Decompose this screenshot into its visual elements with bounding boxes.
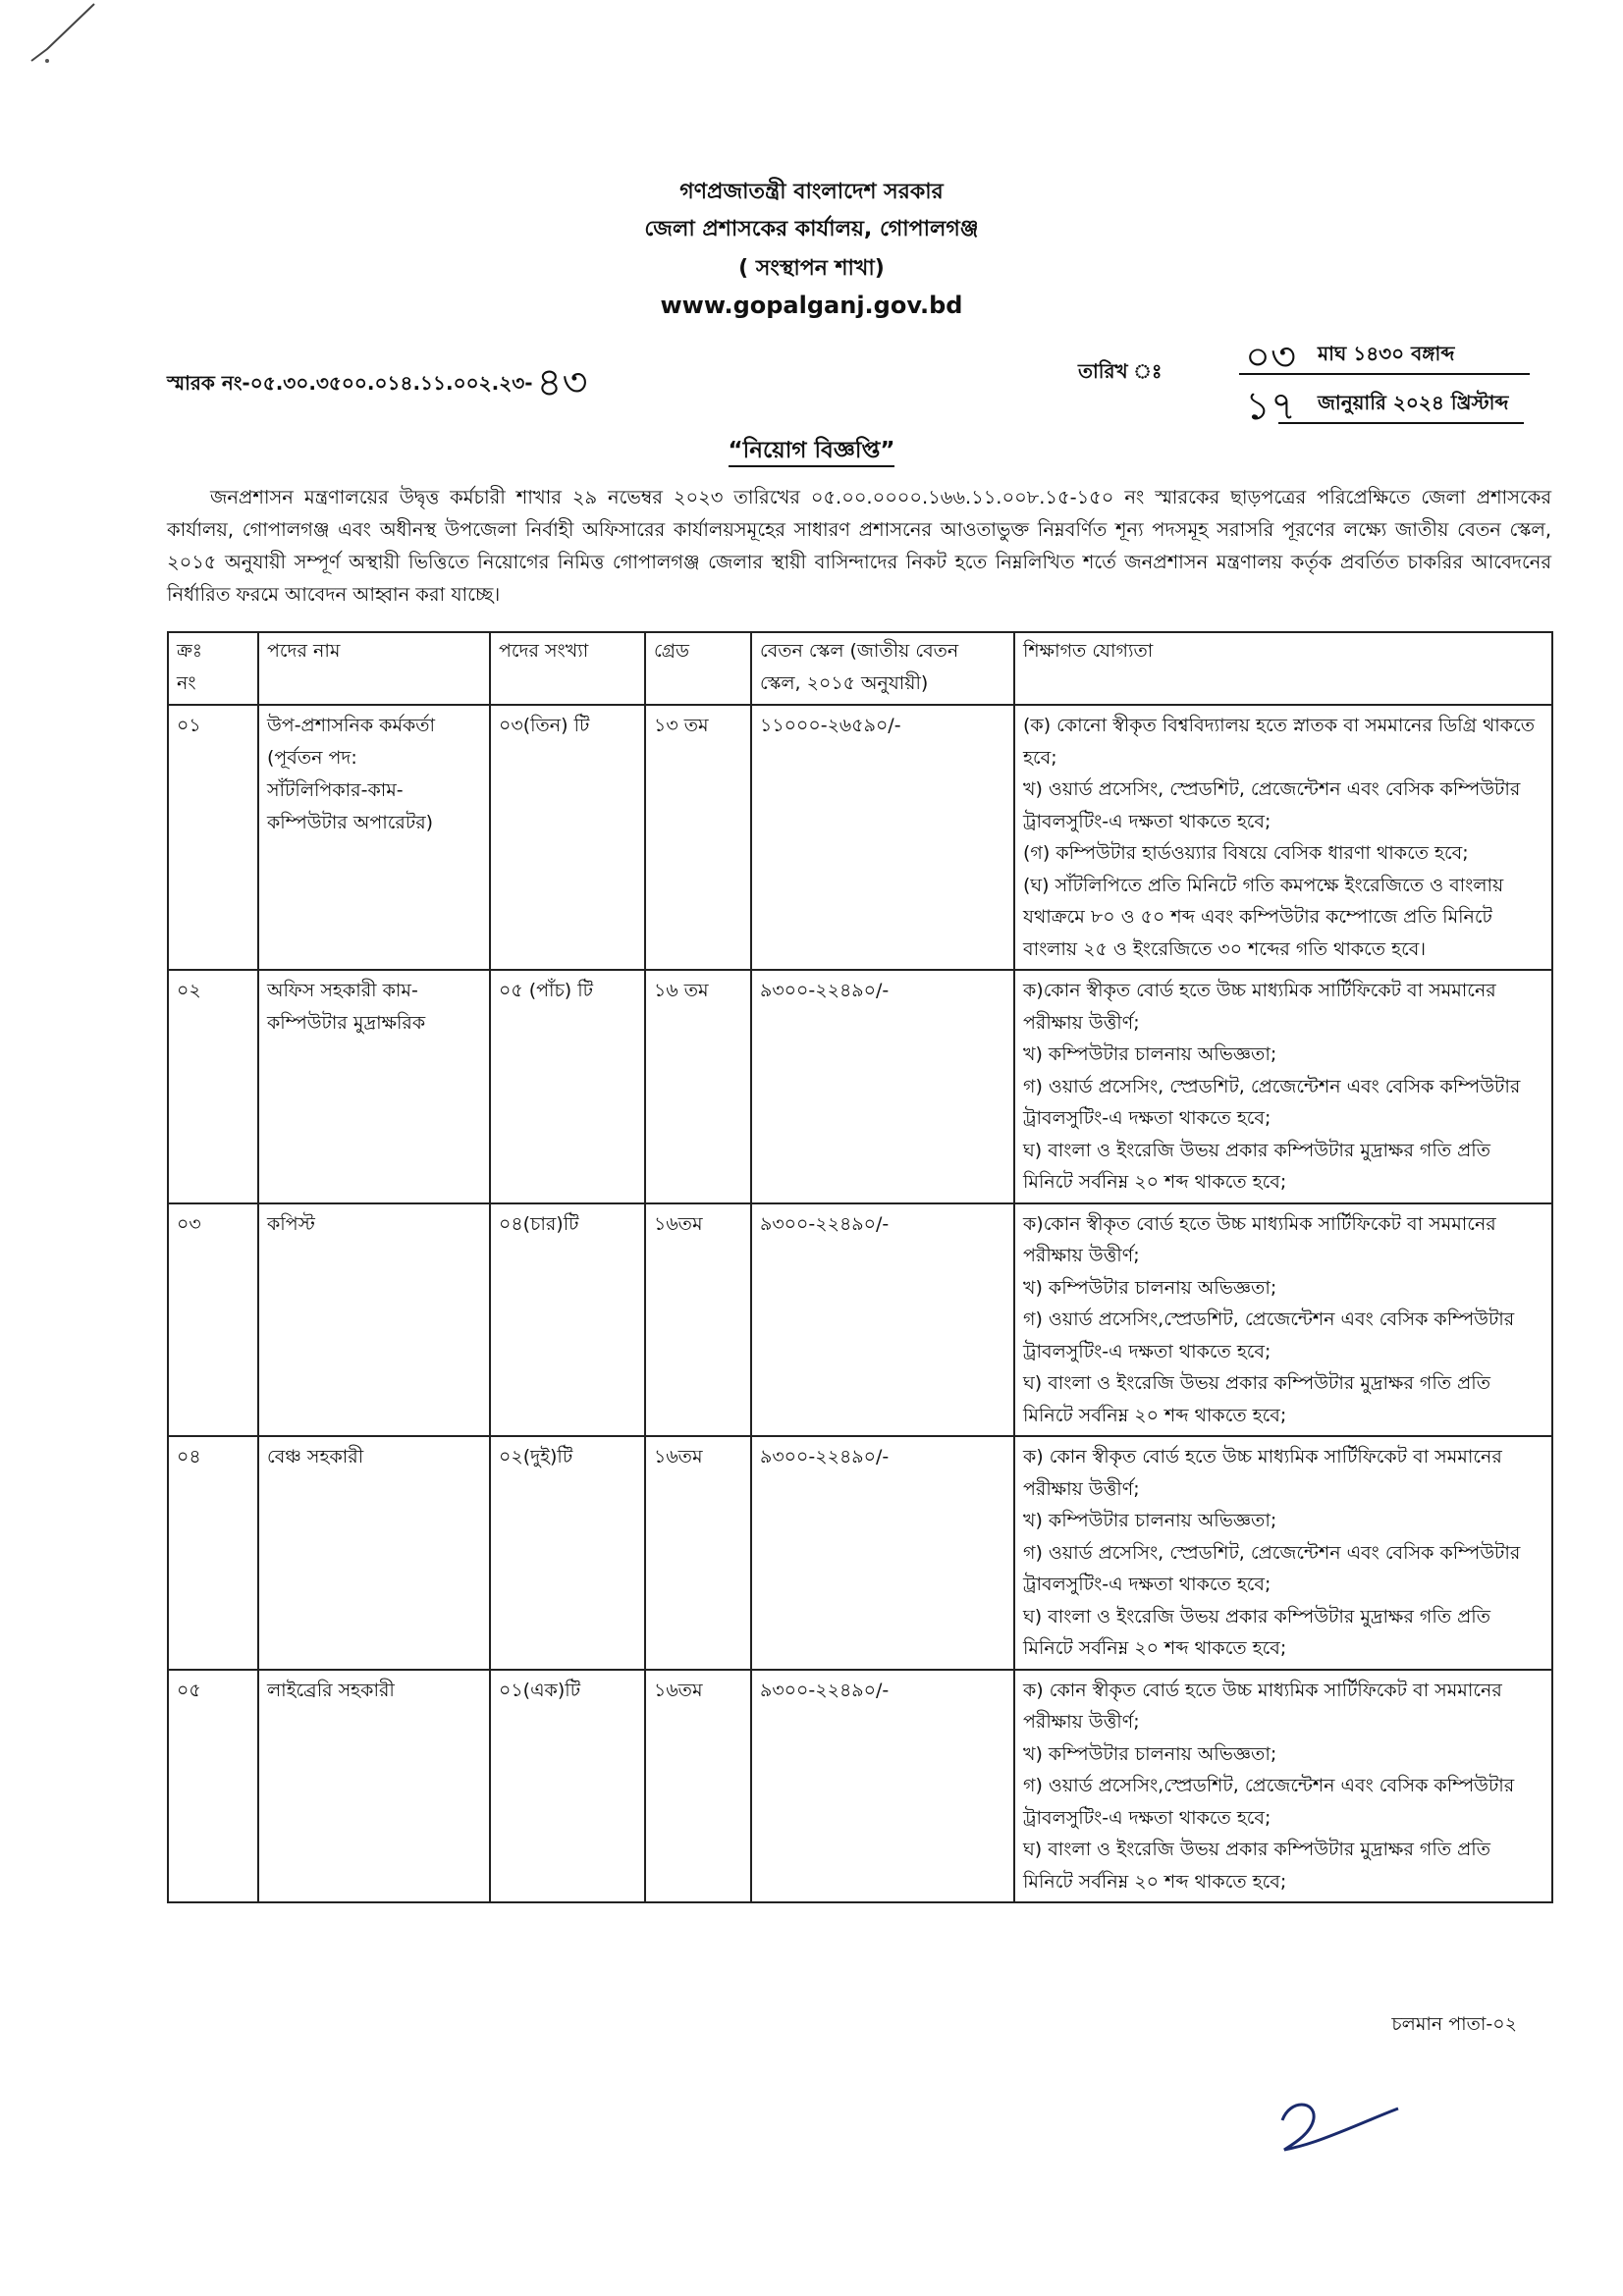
memo-handwritten-number: ৪৩ <box>536 360 588 405</box>
qualification-item: (ক) কোনো স্বীকৃত বিশ্ববিদ্যালয় হতে স্নাতক বা সমমানের ডিগ্রি থাকতে হবে; <box>1023 715 1535 769</box>
table-row <box>168 1203 1552 1437</box>
cell-post-name <box>258 1436 490 1670</box>
cell-qualification <box>1014 705 1552 970</box>
cell-serial: ০২ <box>168 970 258 1203</box>
cell-serial: ০৫ <box>168 1670 258 1903</box>
qualification-item: খ) কম্পিউটার চালনায় অভিজ্ঞতা; <box>1023 1043 1277 1065</box>
cell-serial: ০৪ <box>168 1436 258 1670</box>
header-grade: গ্রেড <box>645 632 751 705</box>
table-row <box>168 705 1552 970</box>
memo-number <box>167 351 588 417</box>
header-pay-scale: বেতন স্কেল (জাতীয় বেতন স্কেল, ২০১৫ অনুযায়ী) <box>751 632 1014 705</box>
post-name-line: সাঁটলিপিকার-কাম- <box>267 779 404 801</box>
cell-qualification <box>1014 1670 1552 1903</box>
section-name: ( সংস্থাপন শাখা) <box>738 256 885 281</box>
notice-title-text: “নিয়োগ বিজ্ঞপ্তি” <box>729 438 895 467</box>
qualification-item: গ) ওয়ার্ড প্রসেসিং,স্প্রেডশিট, প্রেজেন্টেশন এবং বেসিক কম্পিউটার ট্রাবলসুটিং-এ দক্ষতা থাকতে হবে; <box>1023 1308 1515 1362</box>
website-link[interactable]: www.gopalganj.gov.bd <box>660 292 963 319</box>
date-label: তারিখ ঃ <box>1078 359 1163 383</box>
post-name-line: কম্পিউটার অপারেটর) <box>267 812 434 833</box>
post-name-line: উপ-প্রশাসনিক কর্মকর্তা <box>267 715 436 736</box>
post-name-line: কম্পিউটার মুদ্রাক্ষরিক <box>267 1012 426 1034</box>
qualification-item: ক) কোন স্বীকৃত বোর্ড হতে উচ্চ মাধ্যমিক সার্টিফিকেট বা সমমানের পরীক্ষায় উত্তীর্ণ; <box>1023 1446 1502 1500</box>
cell-grade: ১৬তম <box>645 1670 751 1903</box>
cell-scale: ৯৩০০-২২৪৯০/- <box>751 970 1014 1203</box>
bangla-date-text: মাঘ ১৪৩০ বঙ্গাব্দ <box>1318 342 1455 365</box>
cell-qualification <box>1014 970 1552 1203</box>
post-name-line: (পূর্বতন পদ: <box>267 747 357 769</box>
cell-grade: ১৬তম <box>645 1203 751 1437</box>
english-date-text: জানুয়ারি ২০২৪ খ্রিস্টাব্দ <box>1318 391 1509 414</box>
cell-scale: ৯৩০০-২২৪৯০/- <box>751 1436 1014 1670</box>
cell-count: ০৪(চার)টি <box>490 1203 645 1437</box>
cell-scale: ৯৩০০-২২৪৯০/- <box>751 1203 1014 1437</box>
cell-grade: ১৩ তম <box>645 705 751 970</box>
corner-pen-mark <box>18 0 106 79</box>
qualification-item: গ) ওয়ার্ড প্রসেসিং, স্প্রেডশিট, প্রেজেন্টেশন এবং বেসিক কম্পিউটার ট্রাবলসুটিং-এ দক্ষতা থাকতে হবে; <box>1023 1541 1521 1595</box>
cell-grade: ১৬তম <box>645 1436 751 1670</box>
cell-count: ০৫ (পাঁচ) টি <box>490 970 645 1203</box>
cell-count: ০২(দুই)টি <box>490 1436 645 1670</box>
cell-count: ০৩(তিন) টি <box>490 705 645 970</box>
cell-serial: ০৩ <box>168 1203 258 1437</box>
post-name-line: অফিস সহকারী কাম- <box>267 980 418 1001</box>
qualification-item: গ) ওয়ার্ড প্রসেসিং, স্প্রেডশিট, প্রেজেন্টেশন এবং বেসিক কম্পিউটার ট্রাবলসুটিং-এ দক্ষতা থাকতে হবে; <box>1023 1075 1521 1129</box>
notice-title <box>0 432 1623 470</box>
header-post-count: পদের সংখ্যা <box>490 632 645 705</box>
cell-grade: ১৬ তম <box>645 970 751 1203</box>
memo-label: স্মারক নং-০৫.৩০.৩৫০০.০১৪.১১.০০২.২৩- <box>167 371 533 395</box>
qualification-item: খ) ওয়ার্ড প্রসেসিং, স্প্রেডশিট, প্রেজেন্টেশন এবং বেসিক কম্পিউটার ট্রাবলসুটিং-এ দক্ষতা থাকতে হবে; <box>1023 778 1521 832</box>
cell-post-name <box>258 970 490 1203</box>
government-name: গণপ্রজাতন্ত্রী বাংলাদেশ সরকার <box>679 180 944 204</box>
qualification-item: গ) ওয়ার্ড প্রসেসিং,স্প্রেডশিট, প্রেজেন্টেশন এবং বেসিক কম্পিউটার ট্রাবলসুটিং-এ দক্ষতা থাকতে হবে; <box>1023 1775 1515 1829</box>
bangla-day-handwritten: ০৩ <box>1245 335 1297 380</box>
post-name-line: কপিস্ট <box>267 1212 315 1235</box>
cell-qualification <box>1014 1203 1552 1437</box>
signature-mark <box>1276 2091 1404 2160</box>
header-serial: ক্রঃ নং <box>168 632 258 705</box>
cell-count: ০১(এক)টি <box>490 1670 645 1903</box>
table-row <box>168 970 1552 1203</box>
qualification-item: খ) কম্পিউটার চালনায় অভিজ্ঞতা; <box>1023 1276 1277 1299</box>
cell-post-name <box>258 1670 490 1903</box>
qualification-item: (গ) কম্পিউটার হার্ডওয়্যার বিষয়ে বেসিক ধারণা থাকতে হবে; <box>1023 842 1469 864</box>
table-row <box>168 1670 1552 1903</box>
qualification-item: ক) কোন স্বীকৃত বোর্ড হতে উচ্চ মাধ্যমিক সার্টিফিকেট বা সমমানের পরীক্ষায় উত্তীর্ণ; <box>1023 1679 1502 1733</box>
post-name-line: বেঞ্চ সহকারী <box>267 1446 364 1468</box>
date-block <box>1239 326 1530 429</box>
date-underline <box>1278 422 1524 424</box>
header-post-name: পদের নাম <box>258 632 490 705</box>
qualification-item: ক)কোন স্বীকৃত বোর্ড হতে উচ্চ মাধ্যমিক সার্টিফিকেট বা সমমানের পরীক্ষায় উত্তীর্ণ; <box>1023 980 1496 1034</box>
qualification-item: ঘ) বাংলা ও ইংরেজি উভয় প্রকার কম্পিউটার মুদ্রাক্ষর গতি প্রতি মিনিটে সর্বনিম্ন ২০ শব্দ থাকতে হবে; <box>1023 1605 1490 1659</box>
post-name-line: লাইব্রেরি সহকারী <box>267 1679 395 1701</box>
qualification-item: খ) কম্পিউটার চালনায় অভিজ্ঞতা; <box>1023 1742 1277 1765</box>
header-qualification: শিক্ষাগত যোগ্যতা <box>1014 632 1552 705</box>
cell-serial: ০১ <box>168 705 258 970</box>
continued-page-note: চলমান পাতা-০২ <box>1391 2013 1517 2035</box>
cell-scale: ৯৩০০-২২৪৯০/- <box>751 1670 1014 1903</box>
qualification-item: খ) কম্পিউটার চালনায় অভিজ্ঞতা; <box>1023 1510 1277 1531</box>
qualification-item: ক)কোন স্বীকৃত বোর্ড হতে উচ্চ মাধ্যমিক সার্টিফিকেট বা সমমানের পরীক্ষায় উত্তীর্ণ; <box>1023 1212 1496 1266</box>
office-name: জেলা প্রশাসকের কার্যালয়, গোপালগঞ্জ <box>644 217 979 241</box>
english-day-handwritten: ১৭ <box>1245 384 1296 429</box>
qualification-item: ঘ) বাংলা ও ইংরেজি উভয় প্রকার কম্পিউটার মুদ্রাক্ষর গতি প্রতি মিনিটে সর্বনিম্ন ২০ শব্দ থাকতে হবে; <box>1023 1839 1490 1893</box>
table-row <box>168 1436 1552 1670</box>
cell-post-name <box>258 1203 490 1437</box>
cell-scale: ১১০০০-২৬৫৯০/- <box>751 705 1014 970</box>
qualification-item: ঘ) বাংলা ও ইংরেজি উভয় প্রকার কম্পিউটার মুদ্রাক্ষর গতি প্রতি মিনিটে সর্বনিম্ন ২০ শব্দ থাকতে হবে; <box>1023 1372 1490 1426</box>
qualification-item: (ঘ) সাঁটলিপিতে প্রতি মিনিটে গতি কমপক্ষে ইংরেজিতে ও বাংলায় যথাক্রমে ৮০ ও ৫০ শব্দ এবং কম্পিউটার কম্পোজে প্রতি মিনিটে বাংলায় ২৫ ও ইংরেজিতে ৩০ শব্দের গতি থাকতে হবে। <box>1023 874 1504 960</box>
posts-table <box>167 631 1553 1903</box>
cell-qualification <box>1014 1436 1552 1670</box>
qualification-item: ঘ) বাংলা ও ইংরেজি উভয় প্রকার কম্পিউটার মুদ্রাক্ষর গতি প্রতি মিনিটে সর্বনিম্ন ২০ শব্দ থাকতে হবে; <box>1023 1139 1490 1193</box>
table-header-row <box>168 632 1552 705</box>
cell-post-name <box>258 705 490 970</box>
intro-paragraph: জনপ্রশাসন মন্ত্রণালয়ের উদ্বৃত্ত কর্মচারী শাখার ২৯ নভেম্বর ২০২৩ তারিখের ০৫.০০.০০০০.১৬৬.১১.০০৮.১৫-১৫০ নং স্মারকের ছাড়পত্রের পরিপ্রেক্ষিতে জেলা প্রশাসকের কার্যালয়, গোপালগঞ্জ এবং অধীনস্থ উপজেলা নির্বাহী অফিসারের কার্যালয়সমূহের সাধারণ প্রশাসনের আওতাভুক্ত নিম্নবর্ণিত শূন্য পদসমূহ সরাসরি পূরণের লক্ষ্যে জাতীয় বেতন স্কেল, ২০১৫ অনুযায়ী সম্পূর্ণ অস্থায়ী ভিত্তিতে নিয়োগের নিমিত্ত গোপালগঞ্জ জেলার স্থায়ী বাসিন্দাদের নিকট হতে নিম্নলিখিত শর্তে জনপ্রশাসন মন্ত্রণালয় কর্তৃক প্রবর্তিত চাকরির আবেদনের নির্ধারিত ফরমে আবেদন আহ্বান করা যাচ্ছে। <box>167 486 1552 606</box>
